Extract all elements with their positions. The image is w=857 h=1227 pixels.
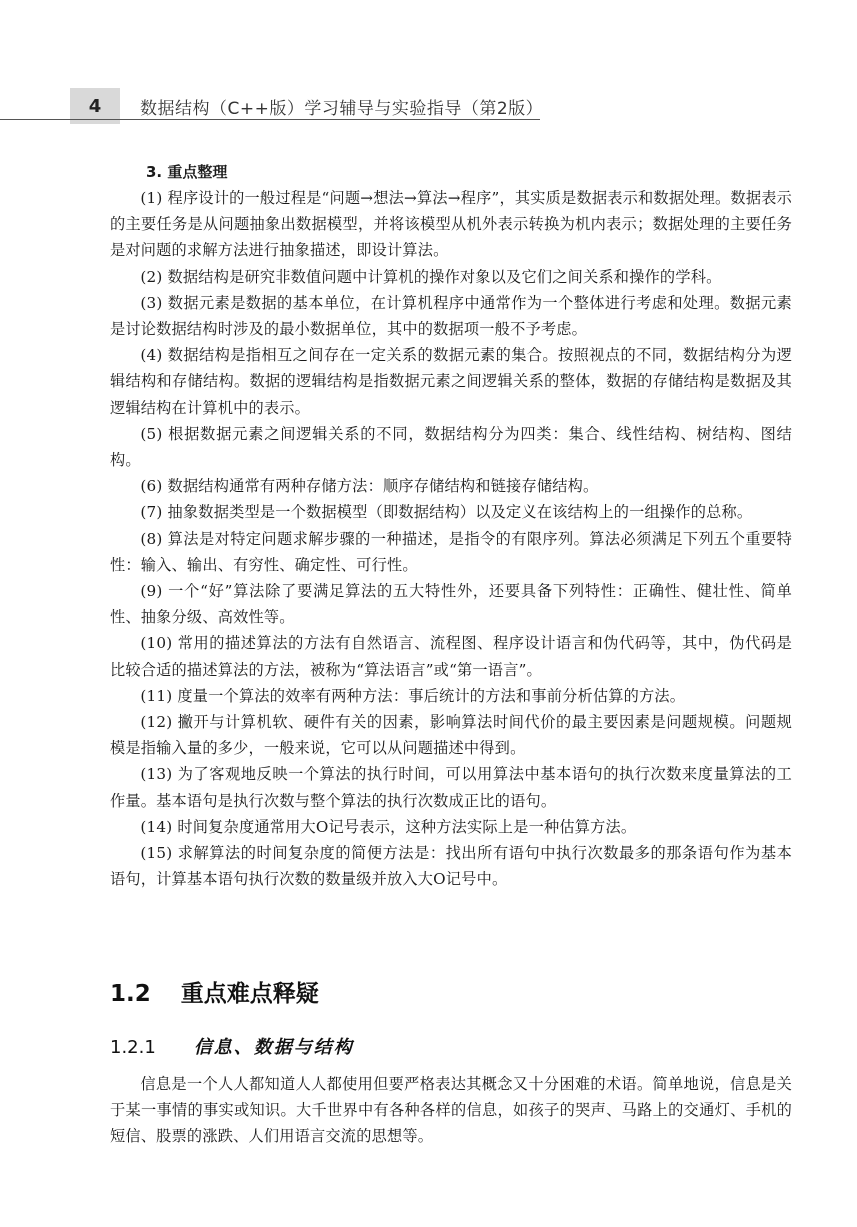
intro-paragraph: 信息是一个人人都知道人人都使用但要严格表达其概念又十分困难的术语。简单地说，信息是关于某一事情的事实或知识。大千世界中有各种各样的信息，如孩子的哭声、马路上的交通灯、手机的短信、股票的涨跌、人们用语言交流的思想等。 (110, 1075, 792, 1146)
section-number: 1.2 (110, 981, 151, 1007)
paragraph-8: (8) 算法是对特定问题求解步骤的一种描述，是指令的有限序列。算法必须满足下列五个重要特性：输入、输出、有穷性、确定性、可行性。 (110, 529, 792, 574)
paragraph-15: (15) 求解算法的时间复杂度的简便方法是：找出所有语句中执行次数最多的那条语句作为基本语句，计算基本语句执行次数的数量级并放入大O记号中。 (110, 844, 792, 889)
paragraph-9: (9) 一个“好”算法除了要满足算法的五大特性外，还要具备下列特性：正确性、健壮性、简单性、抽象分级、高效性等。 (110, 582, 792, 627)
page-header (0, 88, 857, 130)
paragraph-12: (12) 撇开与计算机软、硬件有关的因素，影响算法时间代价的最主要因素是问题规模。问题规模是指输入量的多少，一般来说，它可以从问题描述中得到。 (110, 713, 792, 758)
paragraph-5: (5) 根据数据元素之间逻辑关系的不同，数据结构分为四类：集合、线性结构、树结构、图结构。 (110, 424, 792, 470)
paragraph-6: (6) 数据结构通常有两种存储方法：顺序存储结构和链接存储结构。 (140, 477, 599, 496)
paragraph-13: (13) 为了客观地反映一个算法的执行时间，可以用算法中基本语句的执行次数来度量算法的工作量。基本语句是执行次数与整个算法的执行次数成正比的语句。 (110, 765, 792, 810)
paragraph-7: (7) 抽象数据类型是一个数据模型（即数据结构）以及定义在该结构上的一组操作的总称。 (140, 503, 753, 522)
page-number: 4 (70, 88, 120, 124)
section-heading: 3. 重点整理 (146, 163, 228, 181)
section-title: 重点难点释疑 (180, 981, 319, 1007)
subsection-title-1-2-1 (110, 1033, 354, 1059)
subsection-intro (110, 1071, 792, 1150)
paragraph-4: (4) 数据结构是指相互之间存在一定关系的数据元素的集合。按照视点的不同，数据结构分为逻辑结构和存储结构。数据的逻辑结构是指数据元素之间逻辑关系的整体，数据的存储结构是数据及其逻辑结构在计算机中的表示。 (110, 346, 792, 417)
paragraph-3: (3) 数据元素是数据的基本单位，在计算机程序中通常作为一个整体进行考虑和处理。数据元素是讨论数据结构时涉及的最小数据单位，其中的数据项一般不予考虑。 (110, 293, 792, 339)
subsection-number: 1.2.1 (110, 1037, 156, 1058)
paragraph-14: (14) 时间复杂度通常用大O记号表示，这种方法实际上是一种估算方法。 (140, 817, 637, 836)
section-title-1-2 (110, 975, 319, 1008)
subsection-title: 信息、数据与结构 (193, 1037, 354, 1058)
paragraph-10: (10) 常用的描述算法的方法有自然语言、流程图、程序设计语言和伪代码等，其中，伪代码是比较合适的描述算法的方法，被称为“算法语言”或“第一语言”。 (110, 634, 792, 679)
book-title: 数据结构（C++版）学习辅导与实验指导（第2版） (140, 99, 544, 119)
paragraph-2: (2) 数据结构是研究非数值问题中计算机的操作对象以及它们之间关系和操作的学科。 (140, 267, 722, 286)
key-points-section (110, 160, 792, 892)
header-rule (0, 119, 540, 120)
paragraph-11: (11) 度量一个算法的效率有两种方法：事后统计的方法和事前分析估算的方法。 (140, 686, 686, 705)
paragraph-1: (1) 程序设计的一般过程是“问题→想法→算法→程序”，其实质是数据表示和数据处理。数据表示的主要任务是从问题抽象出数据模型，并将该模型从机外表示转换为机内表示；数据处理的主要任务是对问题的求解方法进行抽象描述，即设计算法。 (110, 189, 792, 260)
